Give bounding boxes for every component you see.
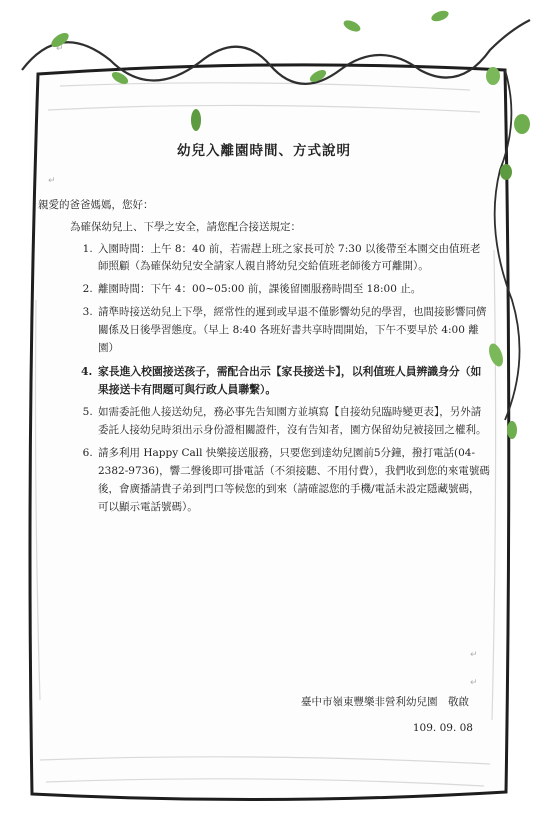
rules-list (38, 241, 490, 517)
paragraph-mark: ↵ (470, 650, 478, 660)
notice-body (38, 140, 490, 521)
salutation: 親愛的爸爸媽媽，您好： (38, 198, 154, 211)
date: 109. 09. 08 (412, 722, 473, 734)
signature: 臺中市嶺東豐樂非營利幼兒園 敬啟 (301, 696, 469, 708)
list-item: 3. 請準時接送幼兒上下學，經常性的遲到或早退不僅影響幼兒的學習，也間接影響同儕關係及日後學習態度。（早上 8:40 各班好書共享時間開始，下午不要早於 4:00 離園） (96, 304, 490, 358)
list-item: 4. 家長進入校園接送孩子，需配合出示【家長接送卡】，以利值班人員辨識身分（如果接送卡有問題可與行政人員聯繫）。 (96, 363, 490, 400)
page-title: 幼兒入離園時間、方式說明 (177, 143, 351, 159)
paragraph-mark: ↵ (48, 176, 56, 186)
list-item: 1. 入園時間：上午 8：40 前，若需趕上班之家長可於 7:30 以後帶至本園交由值班老師照顧（為確保幼兒安全請家人親自將幼兒交給值班老師後方可離開）。 (96, 241, 490, 277)
list-item: 5. 如需委託他人接送幼兒，務必事先告知園方並填寫【自接幼兒臨時變更表】，另外請委託人接幼兒時須出示身份證相關證件，沒有告知者，園方保留幼兒被接回之權利。 (96, 404, 490, 440)
paragraph-mark: ↵ (470, 678, 478, 688)
list-item: 2. 離園時間：下午 4：00~05:00 前，課後留園服務時間至 18:00 止。 (96, 281, 490, 299)
intro-text: 為確保幼兒上、下學之安全，請您配合接送規定： (70, 220, 301, 233)
paragraph-mark: ↵ (56, 44, 64, 54)
list-item: 6. 請多利用 Happy Call 快樂接送服務，只要您到達幼兒園前5分鐘，撥打電話(04-2382-9736)，響二聲後即可掛電話（不須接聽、不用付費），我們收到您的來電號碼後，會廣播請貴子弟到門口等候您的到來（請確認您的手機/電話未設定隱藏號碼，可以顯示電話號碼）。 (96, 445, 490, 516)
